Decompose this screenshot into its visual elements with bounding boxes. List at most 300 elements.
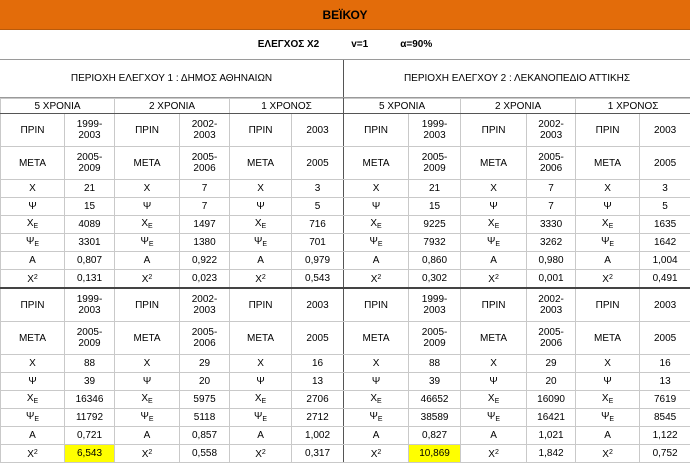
row-label-cell[interactable]: ΜΕΤΑ (1, 322, 65, 355)
value-cell[interactable]: 5 (640, 198, 690, 216)
value-line: 2006 (527, 338, 575, 349)
value-cell[interactable]: 7932 (409, 234, 461, 252)
label-psi-main: Ψ (487, 411, 495, 422)
label-chi-main: Χ (27, 274, 34, 285)
value-cell[interactable]: 9225 (409, 216, 461, 234)
table-row (1, 234, 690, 252)
label-psi-main: Ψ (370, 411, 378, 422)
value-cell[interactable]: 0,860 (409, 252, 461, 270)
row-label-cell[interactable]: Χ (1, 180, 65, 198)
value-cell[interactable] (65, 114, 115, 147)
row-label-cell[interactable] (344, 216, 409, 234)
row-label-cell[interactable]: ΜΕΤΑ (344, 322, 409, 355)
label-chi-main: Χ (255, 449, 262, 460)
value-line: 2005- (65, 152, 114, 163)
value-cell[interactable]: 0,131 (65, 270, 115, 289)
label-superscript: 2 (262, 274, 266, 281)
value-cell[interactable]: 0,543 (292, 270, 344, 289)
significance-level: α=90% (400, 39, 432, 50)
label-psi-main: Ψ (254, 411, 262, 422)
label-subscript: Ε (377, 398, 382, 405)
row-label-cell[interactable] (576, 391, 640, 409)
label-subscript: Ε (609, 416, 614, 423)
value-cell[interactable]: 3 (292, 180, 344, 198)
label-subscript: Ε (148, 398, 153, 405)
value-cell[interactable]: 1,122 (640, 427, 690, 445)
row-label-cell[interactable]: ΜΕΤΑ (461, 147, 527, 180)
row-label-cell[interactable]: Ψ (115, 373, 180, 391)
value-cell[interactable] (292, 147, 344, 180)
value-line: 1999- (409, 294, 460, 305)
period-header[interactable]: 2 ΧΡΟΝΙΑ (115, 99, 230, 114)
value-cell[interactable]: 0,857 (180, 427, 230, 445)
row-label-cell[interactable]: ΜΕΤΑ (344, 147, 409, 180)
value-cell[interactable] (180, 147, 230, 180)
value-line: 2003 (65, 130, 114, 141)
label-superscript: 2 (609, 449, 613, 456)
row-label-cell[interactable] (115, 270, 180, 289)
row-label-cell[interactable]: Ψ (576, 198, 640, 216)
value-cell[interactable]: 1642 (640, 234, 690, 252)
row-label-cell[interactable] (461, 270, 527, 289)
value-line: 2009 (409, 163, 460, 174)
value-cell[interactable] (527, 147, 576, 180)
value-line: 2005- (409, 152, 460, 163)
value-cell[interactable]: 21 (409, 180, 461, 198)
value-line: 2003 (409, 305, 460, 316)
row-label-cell[interactable] (230, 270, 292, 289)
row-label-cell[interactable]: Ψ (344, 198, 409, 216)
row-label-cell[interactable]: ΜΕΤΑ (576, 322, 640, 355)
value-cell[interactable]: 88 (409, 355, 461, 373)
value-line: 1999- (65, 119, 114, 130)
row-label-cell[interactable] (461, 445, 527, 463)
value-line: 2005- (180, 152, 229, 163)
value-cell[interactable]: 2712 (292, 409, 344, 427)
value-cell[interactable]: 11792 (65, 409, 115, 427)
value-cell[interactable]: 1635 (640, 216, 690, 234)
row-label-cell[interactable]: Ψ (230, 198, 292, 216)
value-cell[interactable]: 0,980 (527, 252, 576, 270)
label-chi-main: Χ (371, 449, 378, 460)
value-cell[interactable]: 0,302 (409, 270, 461, 289)
row-label-cell[interactable]: ΠΡΙΝ (576, 288, 640, 322)
value-cell[interactable] (292, 322, 344, 355)
row-label-cell[interactable] (576, 234, 640, 252)
table-row (1, 216, 690, 234)
row-label-cell[interactable]: Ψ (461, 373, 527, 391)
row-label-cell[interactable]: Χ (576, 180, 640, 198)
row-label-cell[interactable] (1, 391, 65, 409)
label-subscript: Ε (34, 223, 39, 230)
value-cell[interactable]: 46652 (409, 391, 461, 409)
row-label-cell[interactable]: Χ (461, 355, 527, 373)
label-x-main: Χ (255, 393, 262, 404)
label-chi-main: Χ (255, 274, 262, 285)
label-chi-main: Χ (488, 449, 495, 460)
row-label-cell[interactable]: Ψ (344, 373, 409, 391)
value-cell[interactable]: 16 (640, 355, 690, 373)
data-grid (0, 98, 690, 463)
label-chi-main: Χ (371, 274, 378, 285)
value-line: 1999- (409, 119, 460, 130)
value-cell[interactable] (409, 147, 461, 180)
value-cell[interactable]: 20 (180, 373, 230, 391)
row-label-cell[interactable]: ΠΡΙΝ (576, 114, 640, 147)
value-cell[interactable]: 0,721 (65, 427, 115, 445)
label-subscript: Ε (609, 241, 614, 248)
value-cell[interactable] (180, 288, 230, 322)
row-label-cell[interactable] (115, 216, 180, 234)
label-psi-main: Ψ (141, 236, 149, 247)
row-label-cell[interactable] (576, 216, 640, 234)
value-cell[interactable]: 13 (292, 373, 344, 391)
table-row (1, 355, 690, 373)
row-label-cell[interactable]: Ψ (1, 198, 65, 216)
row-label-cell[interactable]: Α (461, 252, 527, 270)
period-header-row (1, 99, 690, 114)
row-label-cell[interactable]: ΠΡΙΝ (230, 288, 292, 322)
row-label-cell[interactable] (461, 216, 527, 234)
row-label-cell[interactable] (115, 445, 180, 463)
label-superscript: 2 (377, 449, 381, 456)
row-label-cell[interactable]: Α (1, 252, 65, 270)
label-superscript: 2 (495, 449, 499, 456)
label-subscript: Ε (609, 398, 614, 405)
value-cell[interactable]: 0,023 (180, 270, 230, 289)
row-label-cell[interactable] (461, 409, 527, 427)
row-label-cell[interactable] (576, 270, 640, 289)
value-cell[interactable]: 16346 (65, 391, 115, 409)
value-cell[interactable] (640, 322, 690, 355)
row-label-cell[interactable]: Α (576, 252, 640, 270)
row-label-cell[interactable]: ΜΕΤΑ (1, 147, 65, 180)
row-label-cell[interactable]: Χ (344, 355, 409, 373)
value-cell[interactable]: 20 (527, 373, 576, 391)
row-label-cell[interactable] (344, 409, 409, 427)
value-line: 2006 (527, 163, 575, 174)
label-chi-main: Χ (27, 449, 34, 460)
value-cell[interactable]: 0,001 (527, 270, 576, 289)
value-cell[interactable]: 15 (65, 198, 115, 216)
value-cell[interactable]: 701 (292, 234, 344, 252)
row-label-cell[interactable]: Χ (115, 180, 180, 198)
table-row (1, 427, 690, 445)
period-header[interactable]: 1 ΧΡΟΝΟΣ (230, 99, 344, 114)
table-row (1, 270, 690, 289)
row-label-cell[interactable] (344, 234, 409, 252)
value-cell[interactable] (65, 445, 115, 463)
value-cell[interactable]: 0,558 (180, 445, 230, 463)
table-row (1, 391, 690, 409)
value-cell[interactable]: 39 (65, 373, 115, 391)
row-label-cell[interactable]: ΜΕΤΑ (576, 147, 640, 180)
row-label-cell[interactable]: Ψ (576, 373, 640, 391)
value-cell[interactable]: 0,807 (65, 252, 115, 270)
row-label-cell[interactable]: ΜΕΤΑ (115, 322, 180, 355)
row-label-cell[interactable]: Α (230, 427, 292, 445)
row-label-cell[interactable] (230, 445, 292, 463)
value-cell[interactable]: 1,021 (527, 427, 576, 445)
value-cell[interactable]: 3301 (65, 234, 115, 252)
label-chi-main: Χ (142, 274, 149, 285)
row-label-cell[interactable]: ΠΡΙΝ (230, 114, 292, 147)
value-cell[interactable] (65, 147, 115, 180)
label-x-main: Χ (27, 218, 34, 229)
value-cell[interactable]: 0,317 (292, 445, 344, 463)
row-label-cell[interactable]: ΠΡΙΝ (461, 114, 527, 147)
row-label-cell[interactable] (230, 409, 292, 427)
value-line: 2003 (527, 130, 575, 141)
value-cell[interactable]: 0,979 (292, 252, 344, 270)
value-cell[interactable]: 0,827 (409, 427, 461, 445)
value-cell[interactable]: 0,752 (640, 445, 690, 463)
label-subscript: Ε (377, 223, 382, 230)
value-cell[interactable]: 5118 (180, 409, 230, 427)
row-label-cell[interactable]: Χ (230, 180, 292, 198)
value-line: 2006 (180, 163, 229, 174)
row-label-cell[interactable] (1, 234, 65, 252)
value-cell[interactable] (292, 114, 344, 147)
row-label-cell[interactable] (115, 409, 180, 427)
value-cell[interactable]: 15 (409, 198, 461, 216)
value-cell[interactable] (527, 288, 576, 322)
row-label-cell[interactable] (1, 216, 65, 234)
row-label-cell[interactable] (344, 391, 409, 409)
row-label-cell[interactable]: ΠΡΙΝ (1, 288, 65, 322)
value-line: 2005- (409, 327, 460, 338)
value-cell[interactable] (65, 322, 115, 355)
value-line: 2005 (640, 333, 690, 344)
label-psi-main: Ψ (254, 236, 262, 247)
label-subscript: Ε (149, 241, 154, 248)
value-cell[interactable]: 5975 (180, 391, 230, 409)
value-line: 2006 (180, 338, 229, 349)
value-cell[interactable] (409, 322, 461, 355)
value-line: 2009 (409, 338, 460, 349)
value-cell[interactable]: 7 (527, 198, 576, 216)
label-subscript: Ε (262, 223, 267, 230)
row-label-cell[interactable] (115, 391, 180, 409)
test-name: ΕΛΕΓΧΟΣ Χ2 (258, 39, 319, 50)
label-superscript: 2 (495, 274, 499, 281)
value-cell[interactable]: 16 (292, 355, 344, 373)
value-line: 2003 (640, 125, 690, 136)
test-description-row[interactable] (0, 30, 690, 60)
value-cell[interactable]: 39 (409, 373, 461, 391)
table-row (1, 180, 690, 198)
table-row (1, 198, 690, 216)
row-label-cell[interactable] (1, 409, 65, 427)
area-headers (0, 60, 690, 98)
value-cell[interactable]: 3 (640, 180, 690, 198)
value-cell[interactable]: 3262 (527, 234, 576, 252)
label-psi-main: Ψ (370, 236, 378, 247)
label-x-main: Χ (141, 393, 148, 404)
row-label-cell[interactable]: ΜΕΤΑ (115, 147, 180, 180)
label-x-main: Χ (602, 218, 609, 229)
value-cell[interactable]: 1,002 (292, 427, 344, 445)
value-cell[interactable]: 1,842 (527, 445, 576, 463)
value-line: 2003 (409, 130, 460, 141)
row-label-cell[interactable] (1, 445, 65, 463)
value-cell[interactable] (640, 114, 690, 147)
row-label-cell[interactable]: Χ (576, 355, 640, 373)
row-label-cell[interactable]: ΠΡΙΝ (344, 114, 409, 147)
table-row (1, 147, 690, 180)
label-superscript: 2 (34, 274, 38, 281)
value-cell[interactable]: 5 (292, 198, 344, 216)
value-cell[interactable]: 21 (65, 180, 115, 198)
value-cell[interactable]: 88 (65, 355, 115, 373)
row-label-cell[interactable]: Ψ (115, 198, 180, 216)
row-label-cell[interactable]: Α (344, 427, 409, 445)
period-header[interactable]: 5 ΧΡΟΝΙΑ (344, 99, 461, 114)
value-cell[interactable] (527, 322, 576, 355)
row-label-cell[interactable]: Χ (344, 180, 409, 198)
row-label-cell[interactable]: ΠΡΙΝ (1, 114, 65, 147)
row-label-cell[interactable]: Χ (1, 355, 65, 373)
value-line: 2005 (640, 158, 690, 169)
row-label-cell[interactable] (576, 445, 640, 463)
degrees-of-freedom: v=1 (351, 39, 368, 50)
value-cell[interactable]: 16421 (527, 409, 576, 427)
label-subscript: Ε (34, 241, 39, 248)
label-psi-main: Ψ (141, 411, 149, 422)
value-cell[interactable]: 4089 (65, 216, 115, 234)
value-line: 1999- (65, 294, 114, 305)
row-label-cell[interactable]: ΠΡΙΝ (344, 288, 409, 322)
row-label-cell[interactable]: Ψ (230, 373, 292, 391)
row-label-cell[interactable]: Χ (115, 355, 180, 373)
table-row (1, 409, 690, 427)
value-line: 2005- (527, 152, 575, 163)
label-chi-main: Χ (488, 274, 495, 285)
value-cell[interactable]: 7 (527, 180, 576, 198)
row-label-cell[interactable] (461, 391, 527, 409)
value-cell[interactable] (409, 445, 461, 463)
period-header[interactable]: 2 ΧΡΟΝΙΑ (461, 99, 576, 114)
row-label-cell[interactable]: Ψ (461, 198, 527, 216)
value-cell[interactable]: 3330 (527, 216, 576, 234)
row-label-cell[interactable]: Ψ (1, 373, 65, 391)
value-cell[interactable] (640, 288, 690, 322)
label-subscript: Ε (609, 223, 614, 230)
label-x-main: Χ (488, 218, 495, 229)
label-x-main: Χ (370, 393, 377, 404)
area-2-header[interactable]: ΠΕΡΙΟΧΗ ΕΛΕΓΧΟΥ 2 : ΛΕΚΑΝΟΠΕΔΙΟ ΑΤΤΙΚΗΣ (344, 60, 690, 97)
row-label-cell[interactable]: ΜΕΤΑ (230, 322, 292, 355)
label-x-main: Χ (141, 218, 148, 229)
row-label-cell[interactable] (230, 216, 292, 234)
value-cell[interactable] (180, 114, 230, 147)
row-label-cell[interactable] (115, 234, 180, 252)
value-cell[interactable]: 1497 (180, 216, 230, 234)
row-label-cell[interactable] (461, 234, 527, 252)
value-cell[interactable] (292, 288, 344, 322)
value-cell[interactable]: 8545 (640, 409, 690, 427)
value-cell[interactable]: 29 (527, 355, 576, 373)
row-label-cell[interactable]: Α (115, 252, 180, 270)
value-cell[interactable]: 7 (180, 180, 230, 198)
value-cell[interactable]: 7619 (640, 391, 690, 409)
value-cell[interactable] (409, 288, 461, 322)
row-label-cell[interactable] (1, 270, 65, 289)
row-label-cell[interactable]: ΠΡΙΝ (115, 114, 180, 147)
row-label-cell[interactable]: Α (344, 252, 409, 270)
row-label-cell[interactable]: Α (1, 427, 65, 445)
label-subscript: Ε (149, 416, 154, 423)
value-cell[interactable] (180, 322, 230, 355)
row-label-cell[interactable] (576, 409, 640, 427)
row-label-cell[interactable]: ΜΕΤΑ (230, 147, 292, 180)
value-cell[interactable] (527, 114, 576, 147)
sheet-title[interactable]: ΒΕΪΚΟΥ (0, 0, 690, 30)
row-label-cell[interactable]: Χ (461, 180, 527, 198)
value-line: 2002- (180, 294, 229, 305)
value-cell[interactable]: 2706 (292, 391, 344, 409)
row-label-cell[interactable]: ΜΕΤΑ (461, 322, 527, 355)
value-cell[interactable]: 13 (640, 373, 690, 391)
row-label-cell[interactable]: Α (230, 252, 292, 270)
area-1-header[interactable]: ΠΕΡΙΟΧΗ ΕΛΕΓΧΟΥ 1 : ΔΗΜΟΣ ΑΘΗΝΑΙΩΝ (0, 60, 344, 97)
label-subscript: Ε (495, 416, 500, 423)
label-superscript: 2 (34, 449, 38, 456)
row-label-cell[interactable]: Α (461, 427, 527, 445)
value-line: 2002- (180, 119, 229, 130)
row-label-cell[interactable]: Α (576, 427, 640, 445)
value-cell[interactable]: 0,491 (640, 270, 690, 289)
row-label-cell[interactable]: ΠΡΙΝ (461, 288, 527, 322)
value-cell[interactable]: 16090 (527, 391, 576, 409)
value-cell[interactable] (640, 147, 690, 180)
period-header[interactable]: 5 ΧΡΟΝΙΑ (1, 99, 115, 114)
value-cell[interactable]: 38589 (409, 409, 461, 427)
label-superscript: 2 (262, 449, 266, 456)
label-subscript: Ε (495, 398, 500, 405)
value-cell[interactable]: 716 (292, 216, 344, 234)
value-cell[interactable]: 1,004 (640, 252, 690, 270)
row-label-cell[interactable] (344, 270, 409, 289)
label-subscript: Ε (34, 416, 39, 423)
row-label-cell[interactable]: Χ (230, 355, 292, 373)
value-cell[interactable]: 0,922 (180, 252, 230, 270)
label-subscript: Ε (148, 223, 153, 230)
row-label-cell[interactable] (230, 234, 292, 252)
table-row (1, 252, 690, 270)
row-label-cell[interactable] (230, 391, 292, 409)
value-cell[interactable]: 29 (180, 355, 230, 373)
value-line: 2005- (180, 327, 229, 338)
label-subscript: Ε (262, 398, 267, 405)
period-header[interactable]: 1 ΧΡΟΝΟΣ (576, 99, 690, 114)
label-chi-main: Χ (602, 274, 609, 285)
value-cell[interactable] (409, 114, 461, 147)
row-label-cell[interactable]: ΠΡΙΝ (115, 288, 180, 322)
value-cell[interactable]: 1380 (180, 234, 230, 252)
value-line: 2009 (65, 163, 114, 174)
label-psi-main: Ψ (487, 236, 495, 247)
row-label-cell[interactable] (344, 445, 409, 463)
value-cell[interactable]: 7 (180, 198, 230, 216)
highlighted-value: 10,869 (409, 445, 460, 462)
value-cell[interactable] (65, 288, 115, 322)
label-subscript: Ε (495, 241, 500, 248)
label-subscript: Ε (495, 223, 500, 230)
label-subscript: Ε (34, 398, 39, 405)
row-label-cell[interactable]: Α (115, 427, 180, 445)
label-superscript: 2 (148, 274, 152, 281)
